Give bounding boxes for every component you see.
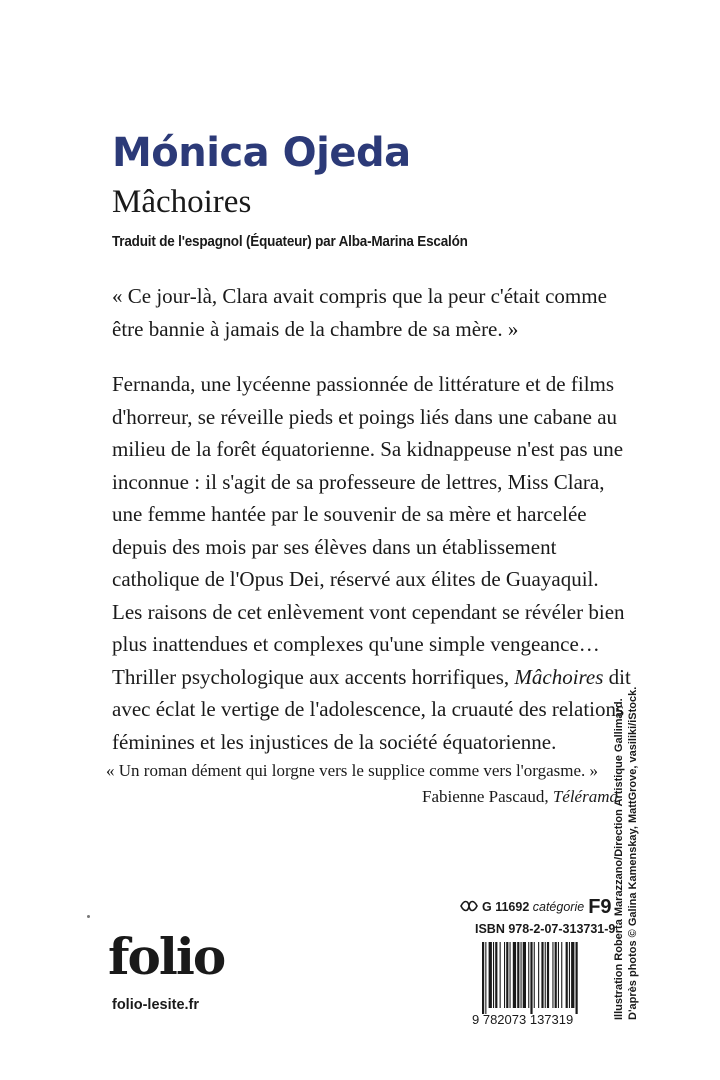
barcode-bar <box>521 942 522 1008</box>
barcode-bar <box>534 942 535 1008</box>
review-source: Télérama <box>552 787 618 806</box>
barcode-bar <box>504 942 505 1008</box>
barcode <box>472 940 617 1028</box>
speck <box>87 915 90 918</box>
barcode-bar <box>558 942 559 1008</box>
catalog-number: G 11692 <box>482 900 530 914</box>
category-code: F9 <box>588 896 612 918</box>
barcode-bar <box>541 942 543 1008</box>
barcode-bar <box>489 942 492 1008</box>
barcode-bar <box>517 942 519 1008</box>
review-author: Fabienne Pascaud, <box>422 787 553 806</box>
barcode-bar <box>552 942 553 1008</box>
barcode-bar <box>569 942 570 1008</box>
barcode-digits: 9 782073 137319 <box>472 1012 574 1027</box>
barcode-bar <box>545 942 546 1008</box>
barcode-bar <box>576 942 578 1014</box>
review-quote: « Un roman dément qui lorgne vers le supplice comme vers l'orgasme. » <box>106 761 599 780</box>
author-name: Mónica Ojeda <box>112 130 411 176</box>
synopsis-p2-title: Mâchoires <box>514 664 604 689</box>
barcode-bar <box>538 942 539 1008</box>
synopsis <box>112 368 632 758</box>
barcode-bar <box>566 942 568 1008</box>
image-credits <box>612 687 640 1020</box>
publisher-website: folio-lesite.fr <box>112 997 200 1013</box>
barcode-bar <box>513 942 516 1008</box>
catalog-line <box>460 898 612 917</box>
barcode-bar <box>555 942 557 1008</box>
barcode-bars <box>482 942 578 1014</box>
publisher-logo: folio <box>108 927 225 986</box>
isbn: ISBN 978-2-07-313731-9 <box>475 922 616 936</box>
press-review <box>106 758 626 810</box>
synopsis-paragraph-1: Fernanda, une lycéenne passionnée de littérature et de films d'horreur, se réveille pieds et poings liés dans une cabane au milieu de la forêt équatorienne. Sa kidnappeuse n'est pas une inconnue : il s'agit de sa professeure de lettres, Miss Clara, une femme hantée par le souvenir de sa mère et harcelée depuis des mois par ses élèves dans un établissement catholique de l'Opus Dei, réservé aux élites de Guayaquil. Les raisons de cet enlèvement vont cependant se révéler bien plus inattendues et complexes qu'une simple vengeance… <box>112 372 625 656</box>
barcode-bar <box>485 942 486 1014</box>
book-title: Mâchoires <box>112 184 252 220</box>
synopsis-p2-start: Thriller psychologique aux accents horrifiques, <box>112 664 515 689</box>
barcode-bar <box>547 942 549 1008</box>
barcode-bar <box>528 942 529 1008</box>
barcode-bar <box>495 942 497 1008</box>
credits-line-2: D'après photos © Galina Kamenskay, MattGrove, vasiliki/iStock. <box>627 686 639 1020</box>
synopsis-p2-end: dit avec éclat le vertige de l'adolescence, la cruauté des relations féminines et les injustices de la société équatorienne. <box>112 664 631 754</box>
epigraph-quote: « Ce jour-là, Clara avait compris que la peur c'était comme être bannie à jamais de la chambre de sa mère. » <box>112 284 607 341</box>
barcode-bar <box>571 942 574 1008</box>
translator-line: Traduit de l'espagnol (Équateur) par Alba-Marina Escalón <box>112 234 468 250</box>
credits-line-1: Illustration Roberta Marazzano/Direction Artistique Gallimard. <box>613 698 625 1020</box>
barcode-bar <box>493 942 494 1008</box>
barcode-bar <box>561 942 562 1008</box>
synopsis-paragraph-2 <box>112 661 632 759</box>
folio-logo-icon <box>460 900 478 912</box>
barcode-bar <box>530 942 532 1014</box>
barcode-bar <box>510 942 511 1008</box>
review-credit <box>106 784 626 810</box>
barcode-bar <box>482 942 484 1014</box>
barcode-bar <box>523 942 526 1008</box>
category-label: catégorie <box>532 900 585 914</box>
barcode-bar <box>500 942 501 1008</box>
barcode-bar <box>506 942 508 1008</box>
